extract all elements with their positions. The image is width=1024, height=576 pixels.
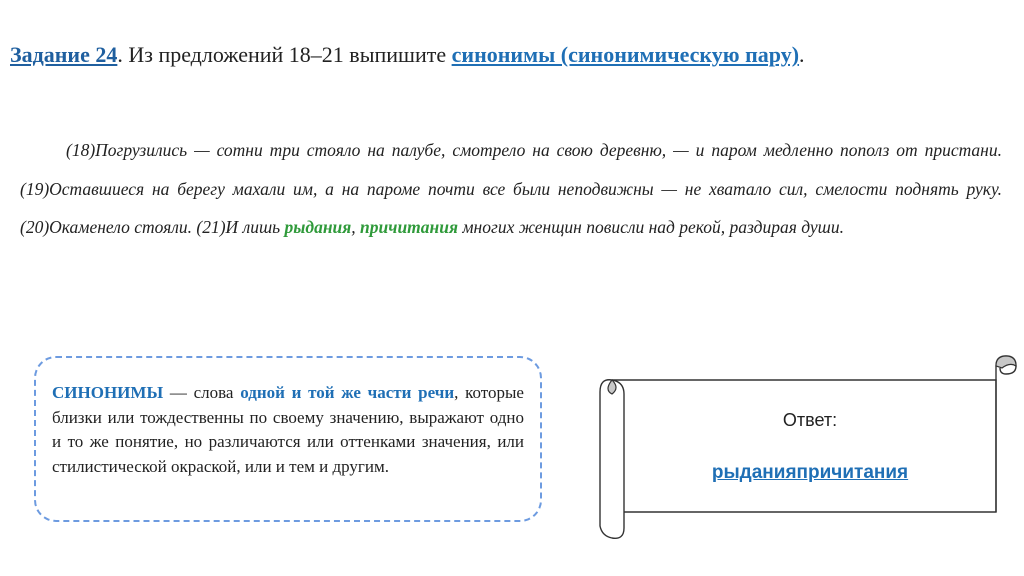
definition-box — [34, 356, 542, 522]
task-heading — [10, 40, 1010, 70]
synonym-word-2: причитания — [360, 217, 459, 237]
synonym-word-1: рыдания — [284, 217, 352, 237]
definition-highlight: одной и той же части речи — [240, 383, 455, 402]
passage-separator: , — [351, 217, 361, 237]
source-passage — [20, 131, 1002, 247]
task-end: . — [799, 42, 805, 67]
definition-term: СИНОНИМЫ — [52, 383, 164, 402]
task-number-link[interactable]: Задание 24 — [10, 42, 118, 67]
scroll-left-roll — [600, 380, 624, 539]
answer-scroll — [590, 350, 1020, 550]
passage-part-2: многих женщин повисли над рекой, раздирая души. — [458, 217, 844, 237]
answer-value[interactable]: рыданияпричитания — [711, 462, 909, 483]
definition-text-1: — слова — [163, 383, 241, 402]
task-instruction: . Из предложений 18–21 выпишите — [117, 42, 452, 67]
task-highlight-link[interactable]: синонимы (синонимическую пару) — [451, 42, 800, 67]
scroll-body — [612, 380, 996, 512]
passage-part-1: (18)Погрузились — сотни три стояло на палубе, смотрело на свою деревню, — и паром медленно пополз от пристани. (19)Оставшиеся на берегу махали им, а на пароме почти все были неподвижны — не хватало сил, смелости поднять руку. (20)Окаменело стояли. (21)И лишь — [20, 140, 1002, 237]
definition-text-2: , которые близки или тождественны по своему значению, выражают одно и то же понятие, но различаются или оттенками значения, или стилистической окраской, или и тем и другим. — [52, 383, 524, 476]
answer-label: Ответ: — [782, 410, 838, 430]
